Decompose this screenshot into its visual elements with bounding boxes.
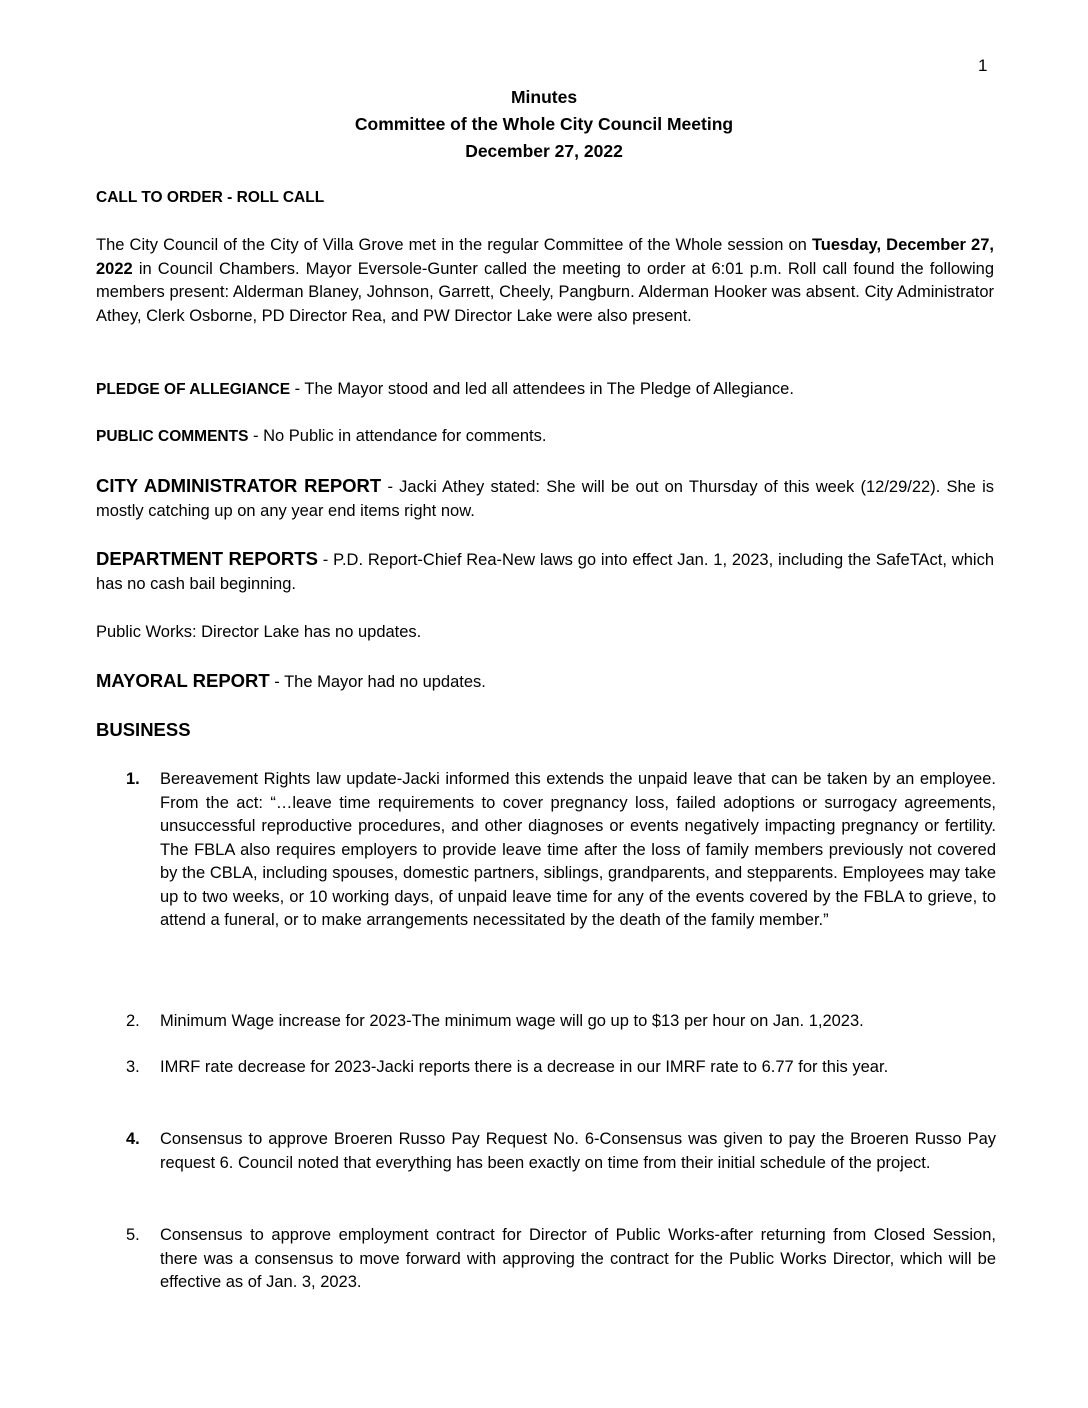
business-item-3: [126, 1056, 996, 1080]
business-item-1: [126, 768, 996, 933]
public-comments-paragraph: [96, 425, 994, 449]
mayoral-report-heading: MAYORAL REPORT: [96, 670, 270, 691]
business-item-text: Consensus to approve employment contract for Director of Public Works-after returning from Closed Session, there was a consensus to move forward with approving the contract for the Public Works Director, which will be effective as of Jan. 3, 2023.: [160, 1226, 996, 1291]
call-to-order-text-1: The City Council of the City of Villa Grove met in the regular Committee of the Whole session on: [96, 236, 812, 254]
business-item-text: Consensus to approve Broeren Russo Pay Request No. 6-Consensus was given to pay the Broeren Russo Pay request 6. Council noted that everything has been exactly on time from their initial schedule of the project.: [160, 1130, 996, 1172]
business-item-text: Minimum Wage increase for 2023-The minimum wage will go up to $13 per hour on Jan. 1,2023.: [160, 1012, 864, 1030]
mayoral-report-text: - The Mayor had no updates.: [269, 673, 486, 691]
department-reports-paragraph: [96, 547, 994, 596]
business-item-text: Bereavement Rights law update-Jacki informed this extends the unpaid leave that can be taken by an employee. From the act: “…leave time requirements to cover pregnancy loss, failed adoptions or surrogacy agreements, unsuccessful reproductive procedures, and other diagnoses or events negatively impacting pregnancy or fertility. The FBLA also requires employers to provide leave time after the loss of family members previously not covered by the CBLA, including spouses, domestic partners, siblings, grandparents, and stepparents. Employees may take up to two weeks, or 10 working days, of unpaid leave time for any of the events covered by the FBLA to grieve, to attend a funeral, or to make arrangements necessitated by the death of the family member.”: [160, 770, 996, 929]
call-to-order-heading: CALL TO ORDER - ROLL CALL: [96, 189, 325, 206]
call-to-order-text-2: in Council Chambers. Mayor Eversole-Gunter called the meeting to order at 6:01 p.m. Roll call found the following members present: Alderman Blaney, Johnson, Garrett, Cheely, Pangburn. Alderman Hooker was absent. City Administrator Athey, Clerk Osborne, PD Director Rea, and PW Director Lake were also present.: [96, 259, 994, 325]
admin-report-text: - Jacki Athey stated: She will be out on Thursday of this week (12/29/22). She is mostly catching up on any year end items right now.: [96, 478, 994, 520]
business-item-number: 1.: [126, 770, 140, 788]
public-comments-heading: PUBLIC COMMENTS: [96, 428, 249, 445]
business-item-2: [126, 1010, 996, 1034]
public-works-paragraph: Public Works: Director Lake has no updates.: [96, 623, 422, 641]
document-header: [0, 84, 1088, 165]
header-title: Minutes: [510, 87, 578, 107]
department-reports-text: - P.D. Report-Chief Rea-New laws go into effect Jan. 1, 2023, including the SafeTAct, which has no cash bail beginning.: [96, 551, 994, 593]
business-heading: BUSINESS: [96, 719, 191, 740]
header-meeting-name: Committee of the Whole City Council Meeting: [354, 114, 734, 134]
meeting-date-bold: Tuesday, December 27, 2022: [96, 236, 994, 278]
mayoral-report-paragraph: [96, 669, 994, 695]
public-comments-text: - No Public in attendance for comments.: [248, 427, 547, 445]
pledge-paragraph: [96, 378, 994, 402]
business-item-number: 2.: [126, 1012, 140, 1030]
business-item-number: 4.: [126, 1130, 140, 1148]
pledge-heading: PLEDGE OF ALLEGIANCE: [96, 381, 291, 398]
business-item-4: [126, 1128, 996, 1175]
header-date: December 27, 2022: [465, 141, 623, 161]
admin-report-paragraph: [96, 474, 994, 523]
business-item-5: [126, 1224, 996, 1295]
business-item-number: 3.: [126, 1058, 140, 1076]
department-reports-heading: DEPARTMENT REPORTS: [96, 548, 318, 569]
business-item-text: IMRF rate decrease for 2023-Jacki reports there is a decrease in our IMRF rate to 6.77 for this year.: [160, 1058, 889, 1076]
pledge-text: - The Mayor stood and led all attendees in The Pledge of Allegiance.: [290, 380, 794, 398]
page-number: 1: [978, 56, 988, 75]
admin-report-heading: CITY ADMINISTRATOR REPORT: [96, 475, 382, 496]
call-to-order-paragraph: [96, 234, 994, 328]
business-item-number: 5.: [126, 1226, 140, 1244]
